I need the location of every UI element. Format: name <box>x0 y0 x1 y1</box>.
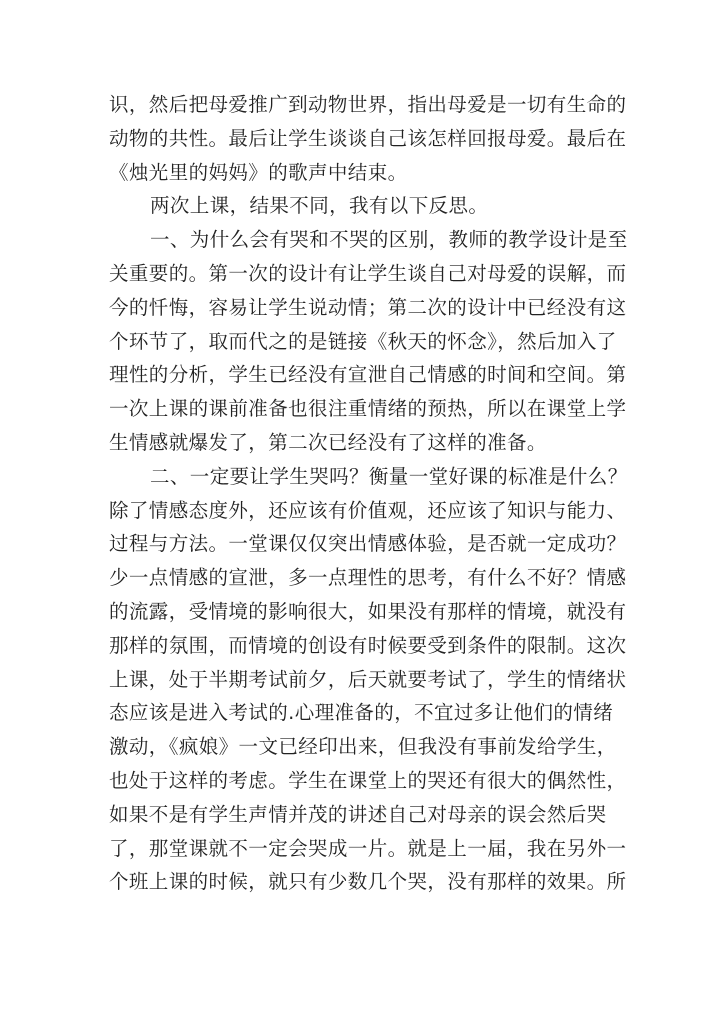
text-line: 个环节了，取而代之的是链接《秋天的怀念》，然后加入了 <box>109 329 617 353</box>
text-line: 一、为什么会有哭和不哭的区别，教师的教学设计是至 <box>150 228 628 252</box>
text-line: 的流露，受情境的影响很大，如果没有那样的情境，就没有 <box>109 599 627 623</box>
text-line: 那样的氛围，而情境的创设有时候要受到条件的限制。这次 <box>109 633 627 657</box>
text-line: 态应该是进入考试的.心理准备的，不宜过多让他们的情绪 <box>109 701 614 725</box>
text-line: 《烛光里的妈妈》的歌声中结束。 <box>109 160 408 184</box>
text-line: 二、一定要让学生哭吗？衡量一堂好课的标准是什么？ <box>150 464 628 488</box>
text-line: 上课，处于半期考试前夕，后天就要考试了，学生的情绪状 <box>109 667 627 691</box>
text-line: 关重要的。第一次的设计有让学生谈自己对母爱的误解，而 <box>109 261 627 285</box>
text-line: 生情感就爆发了，第二次已经没有了这样的准备。 <box>109 430 547 454</box>
text-line: 今的忏悔，容易让学生说动情；第二次的设计中已经没有这 <box>109 295 627 319</box>
text-line: 激动，《疯娘》一文已经印出来，但我没有事前发给学生， <box>109 735 617 759</box>
text-line: 一次上课的课前准备也很注重情绪的预热，所以在课堂上学 <box>109 397 627 421</box>
text-line: 少一点情感的宣泄，多一点理性的思考，有什么不好？情感 <box>109 566 627 590</box>
document-body <box>109 88 629 899</box>
text-line: 如果不是有学生声情并茂的讲述自己对母亲的误会然后哭 <box>109 802 607 826</box>
text-line: 动物的共性。最后让学生谈谈自己该怎样回报母爱。最后在 <box>109 126 627 150</box>
text-line: 除了情感态度外，还应该有价值观，还应该了知识与能力、 <box>109 498 627 522</box>
text-line: 过程与方法。一堂课仅仅突出情感体验，是否就一定成功？ <box>109 532 627 556</box>
text-line: 识，然后把母爱推广到动物世界，指出母爱是一切有生命的 <box>109 93 627 116</box>
text-line: 个班上课的时候，就只有少数几个哭，没有那样的效果。所 <box>109 870 627 894</box>
text-line: 也处于这样的考虑。学生在课堂上的哭还有很大的偶然性， <box>109 768 627 792</box>
text-line: 两次上课，结果不同，我有以下反思。 <box>150 194 489 218</box>
text-line: 理性的分析，学生已经没有宣泄自己情感的时间和空间。第 <box>109 363 627 387</box>
text-line: 了，那堂课就不一定会哭成一片。就是上一届，我在另外一 <box>109 836 627 860</box>
